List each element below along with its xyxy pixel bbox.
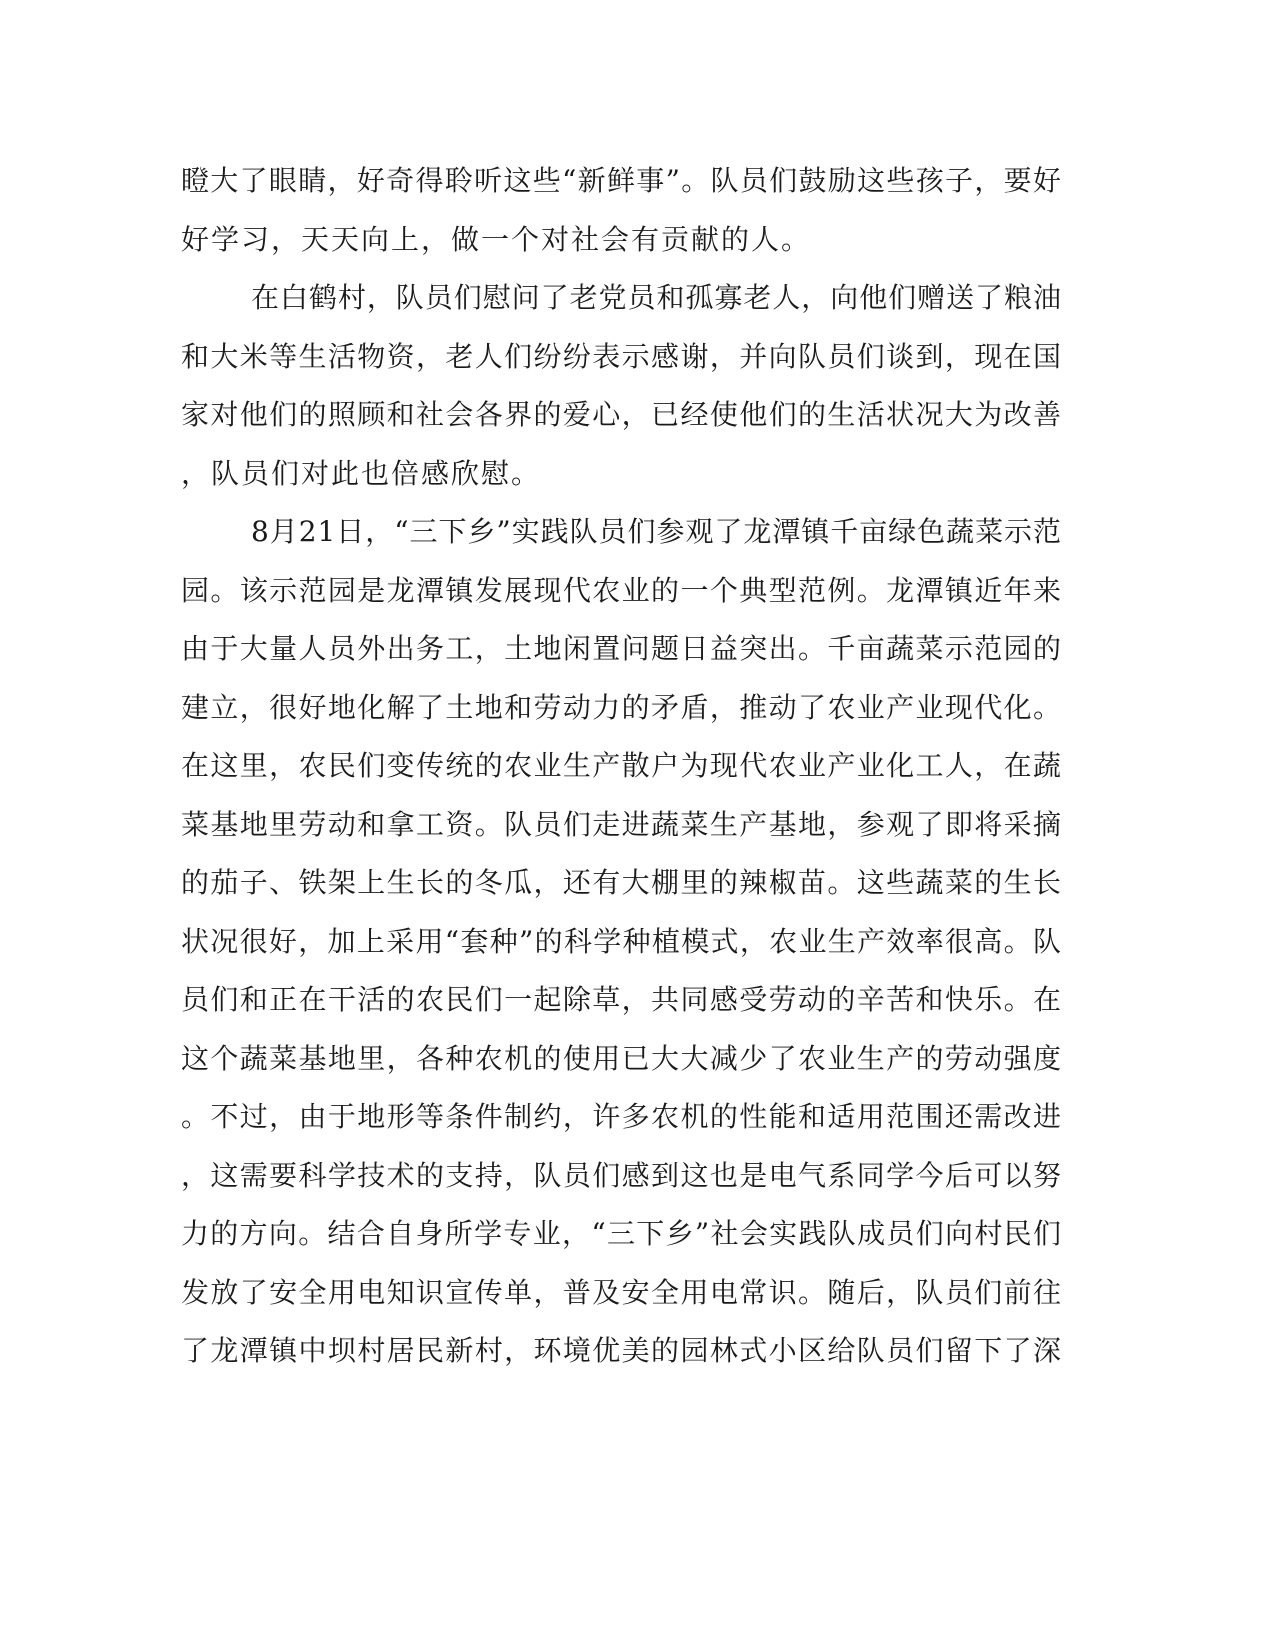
text-line: 8月21日，“三下乡”实践队员们参观了龙潭镇千亩绿色蔬菜示范 bbox=[251, 515, 1062, 548]
text-line: 菜基地里劳动和拿工资。队员们走进蔬菜生产基地，参观了即将采摘 bbox=[181, 807, 1063, 841]
text-line: 家对他们的照顾和社会各界的爱心，已经使他们的生活状况大为改善 bbox=[181, 398, 1063, 431]
text-line: 。不过，由于地形等条件制约，许多农机的性能和适用范围还需改进 bbox=[181, 1100, 1063, 1133]
text-line: 在白鹤村，队员们慰问了老党员和孤寡老人，向他们赠送了粮油 bbox=[251, 281, 1062, 314]
text-line: 的茄子、铁架上生长的冬瓜，还有大棚里的辣椒苗。这些蔬菜的生长 bbox=[181, 866, 1063, 899]
document-body bbox=[181, 152, 1061, 1381]
text-line: 发放了安全用电知识宣传单，普及安全用电常识。随后，队员们前往 bbox=[181, 1275, 1063, 1309]
text-line: 在这里，农民们变传统的农业生产散户为现代农业产业化工人，在蔬 bbox=[181, 749, 1063, 782]
text-line: 员们和正在干活的农民们一起除草，共同感受劳动的辛苦和快乐。在 bbox=[181, 983, 1063, 1016]
text-line: 这个蔬菜基地里，各种农机的使用已大大减少了农业生产的劳动强度 bbox=[181, 1041, 1063, 1075]
text-line: 园。该示范园是龙潭镇发展现代农业的一个典型范例。龙潭镇近年来 bbox=[181, 573, 1063, 607]
text-line: 和大米等生活物资，老人们纷纷表示感谢，并向队员们谈到，现在国 bbox=[181, 339, 1063, 373]
text-line: 了龙潭镇中坝村居民新村，环境优美的园林式小区给队员们留下了深 bbox=[181, 1334, 1063, 1367]
text-line: 建立，很好地化解了土地和劳动力的矛盾，推动了农业产业现代化。 bbox=[181, 690, 1063, 724]
text-line: 力的方向。结合自身所学专业，“三下乡”社会实践队成员们向村民们 bbox=[181, 1217, 1063, 1250]
text-line: 好学习，天天向上，做一个对社会有贡献的人。 bbox=[181, 222, 812, 256]
text-line: 瞪大了眼睛，好奇得聆听这些“新鲜事”。队员们鼓励这些孩子，要好 bbox=[181, 164, 1063, 197]
text-line: ，队员们对此也倍感欣慰。 bbox=[181, 456, 542, 490]
text-line: ，这需要科学技术的支持，队员们感到这也是电气系同学今后可以努 bbox=[181, 1158, 1063, 1192]
text-line: 状况很好，加上采用“套种”的科学种植模式，农业生产效率很高。队 bbox=[181, 924, 1063, 958]
text-line: 由于大量人员外出务工，土地闲置问题日益突出。千亩蔬菜示范园的 bbox=[181, 632, 1063, 665]
